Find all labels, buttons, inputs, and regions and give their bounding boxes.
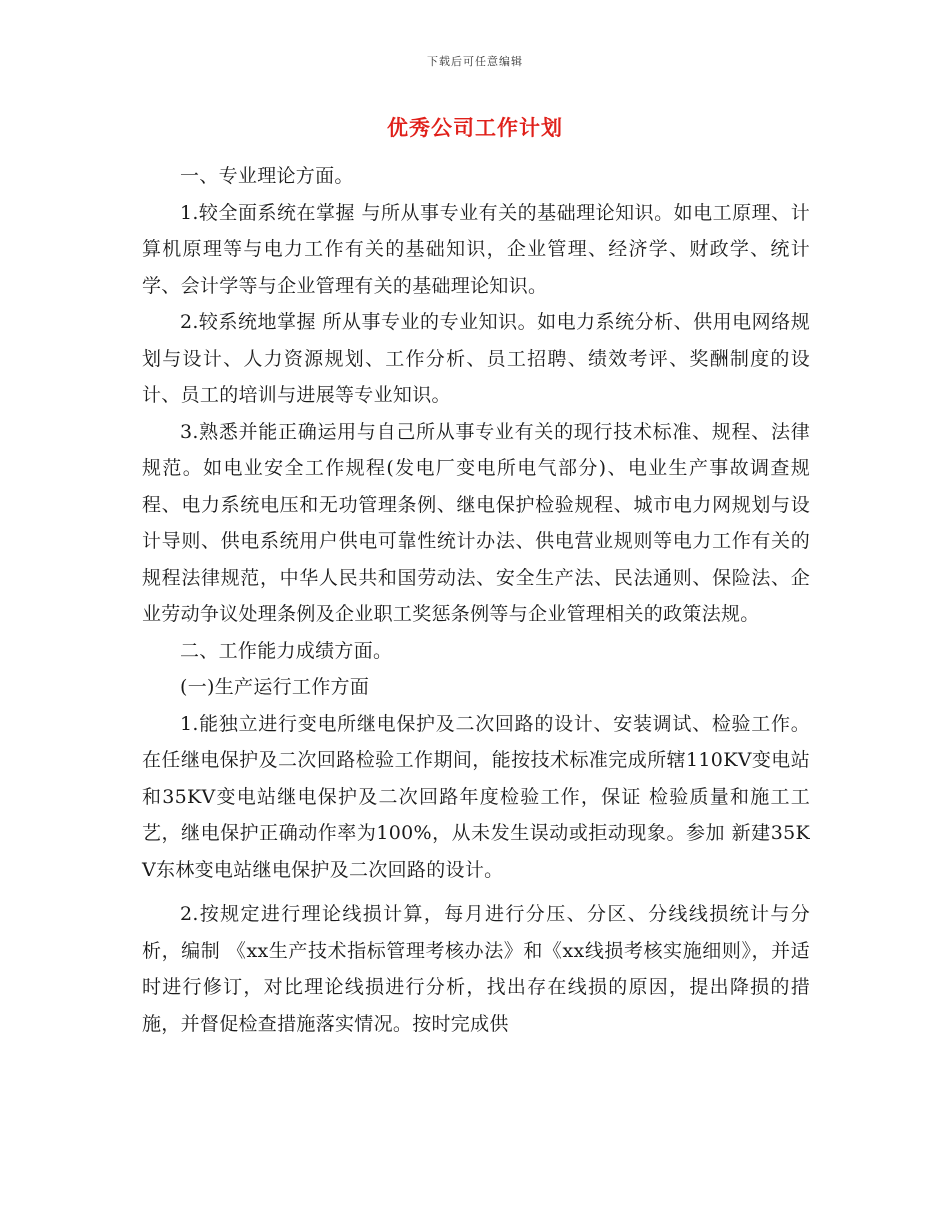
paragraph-3: 3.熟悉并能正确运用与自己所从事专业有关的现行技术标准、规程、法律规范。如电业安全工作规程(发电厂变电所电气部分)、电业生产事故调查规程、电力系统电压和无功管理条例、继电保护检验规程、城市电力网规划与设计导则、供电系统用户供电可靠性统计办法、供电营业规则等电力工作有关的规程法律规范，中华人民共和国劳动法、安全生产法、民法通则、保险法、企业劳动争议处理条例及企业职工奖惩条例等与企业管理相关的政策法规。 [142,420,810,625]
document-body [142,158,810,1042]
paragraph-2: 2.较系统地掌握 所从事专业的专业知识。如电力系统分析、供用电网络规划与设计、人力资源规划、工作分析、员工招聘、绩效考评、奖酬制度的设计、员工的培训与进展等专业知识。 [142,311,810,406]
paragraph-1: 1.较全面系统在掌握 与所从事专业有关的基础理论知识。如电工原理、计算机原理等与电力工作有关的基础知识，企业管理、经济学、财政学、统计学、会计学等与企业管理有关的基础理论知识。 [142,201,810,297]
subsection-heading-1: (一)生产运行工作方面 [180,676,370,698]
section-heading-2: 二、工作能力成绩方面。 [180,639,393,662]
section-heading-1: 一、专业理论方面。 [180,165,354,187]
paragraph-5: 2.按规定进行理论线损计算，每月进行分压、分区、分线线损统计与分析，编制 《xx生产技术指标管理考核办法》和《xx线损考核实施细则》，并适时进行修订，对比理论线损进行分析，找出存在线损的原因，提出降损的措施，并督促检查措施落实情况。按时完成供 [142,903,810,1035]
page-header: 下载后可任意编辑 [427,55,523,68]
document-title: 优秀公司工作计划 [387,115,563,140]
paragraph-4: 1.能独立进行变电所继电保护及二次回路的设计、安装调试、检验工作。在任继电保护及二次回路检验工作期间，能按技术标准完成所辖110KV变电站和35KV变电站继电保护及二次回路年度检验工作，保证 检验质量和施工工艺，继电保护正确动作率为100%，从未发生误动或拒动现象。参加 新建35KV东林变电站继电保护及二次回路的设计。 [142,712,810,881]
